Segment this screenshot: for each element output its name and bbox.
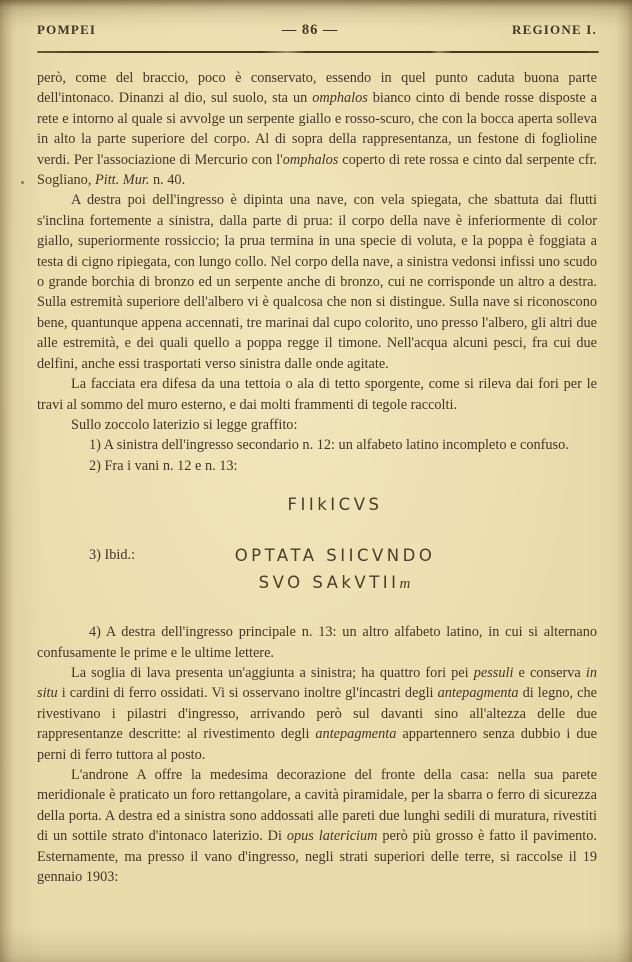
inscription-line <box>37 491 597 518</box>
paragraph-nave <box>37 190 597 374</box>
text-run: Sullo zoccolo laterizio si legge graffito: <box>71 416 298 433</box>
numbered-item-2 <box>37 456 597 476</box>
italic-term: antepagmenta <box>315 726 397 743</box>
header-rule <box>37 51 599 53</box>
inscription-line <box>37 569 597 598</box>
text-run: però, come del braccio, poco è conservato, essendo in quel punto caduta buona parte dell'intonaco. Dinanzi al dio, sul suolo, sta un <box>37 70 597 107</box>
numbered-item-1 <box>37 435 597 455</box>
line-graffito-intro <box>37 415 597 435</box>
text-run: OPTATA SIICVNDO <box>234 546 436 566</box>
text-run: e conserva <box>513 664 586 681</box>
italic-term: omphalos <box>312 90 368 107</box>
text-run: i cardini di ferro ossidati. Vi si osservano inoltre gl'incastri degli <box>57 685 438 702</box>
text-run: 4) A destra dell'ingresso principale n. 13: un altro alfabeto latino, in cui si alternano confusamente le prime e le ultime lettere. <box>37 624 597 661</box>
text-run: m <box>399 576 412 593</box>
text-run: SVO SAkVTII <box>258 573 400 593</box>
paragraph-androne <box>37 765 597 887</box>
text-run: appartennero senza dubbio i due perni di ferro tuttora al posto. <box>37 726 597 763</box>
italic-term: antepagmenta <box>437 685 519 702</box>
italic-term: omphalos <box>282 151 339 168</box>
text-run: però più grosso è fatto il pavimento. Esternamente, ma presso il vano d'ingresso, negli strati superiori delle terre, si raccolse il 19 gennaio 1903: <box>37 828 597 885</box>
text-run: 1) A sinistra dell'ingresso secondario n. 12: un alfabeto latino incompleto e confuso. <box>89 437 569 454</box>
italic-term: pessuli <box>473 664 514 681</box>
graffito-optata-secundo <box>37 542 597 598</box>
text-run: A destra poi dell'ingresso è dipinta una nave, con vela spiegata, che sbattuta dai flutti s'inclina fortemente a sinistra, dalla parte di prua: il corpo della nave è inferiormente di color giallo, superiormente rossiccio; la prua termina in una specie di voluta, e la poppa è foggiata a testa di cigno ripiegata, con lungo collo. Nel corpo della nave, a sinistra vedonsi infissi uno scudo o grande borchia di bronzo ed un serpente anche di bronzo, cui ne corrisponde un altro a destra. Sulla estremità superiore dell'albero vi è qualcosa che non si distingue. Sulla nave si riconoscono bene, quantunque appena accennati, tre marinai dal cupo colorito, uno presso l'albero, gli altri due alle estremità, e dei quali quello a poppa regge il timone. Nell'acqua alcuni pesci, fra cui due delfini, anche essi trasportati verso sinistra dalle onde agitate. <box>37 192 597 372</box>
text-run: bianco cinto di bende rosse disposte a rete e intorno al quale si avvolge un serpente giallo e rosso-scuro, che con la bocca aperta solleva in alto la parte superiore del corpo. Al di sopra della rappresentanza, un festone di foglioline verdi. Per l'associazione di Mercurio con l' <box>37 90 597 168</box>
text-run: La facciata era difesa da una tettoia o ala di tetto sporgente, come si rileva dai fori per le travi al sommo del muro esterno, e dai molti frammenti di tegole raccolti. <box>37 376 597 413</box>
inscription-label: 3) Ibid.: <box>89 547 136 564</box>
running-head <box>37 22 597 39</box>
text-run: L'androne A offre la medesima decorazione del fronte della casa: nella sua parete meridionale è praticato un foro rettangolare, a cavità piramidale, per la sbarra o ferro di sicurezza della porta. A destra ed a sinistra sono addossati alle pareti due lunghi sedili di muratura, rivestiti di un sottile strato d'intonaco laterizio. Di <box>37 766 597 845</box>
text-run: 2) Fra i vani n. 12 e n. 13: <box>89 457 238 474</box>
italic-term: Pitt. Mur. <box>94 172 150 189</box>
page-body <box>37 68 597 887</box>
text-run: n. 40. <box>149 172 186 189</box>
header-left-title: POMPEI <box>37 22 97 37</box>
italic-term: opus latericium <box>286 828 378 845</box>
page-number: — 86 — <box>281 22 339 38</box>
text-run: coperto di rete rossa e cinto dal serpente cfr. Sogliano, <box>37 151 597 189</box>
text-run: La soglia di lava presenta un'aggiunta a sinistra; ha quattro fori pei <box>71 664 474 681</box>
text-run: di legno, che rivestivano i pilastri d'ingresso, arrivando però sul davanti sino all'altezza delle due rappresentanze descritte: al rivestimento degli <box>37 685 597 743</box>
graffito-felicus <box>37 491 597 518</box>
ink-speck-artifact <box>21 181 24 184</box>
paragraph-soglia <box>37 663 597 765</box>
italic-term: in situ <box>37 664 597 702</box>
header-right-title: REGIONE I. <box>512 22 597 37</box>
paragraph-facciata <box>37 374 597 415</box>
numbered-item-4 <box>37 622 597 663</box>
paragraph-omphalos <box>37 68 597 190</box>
text-run: FIIkICVS <box>287 495 383 515</box>
